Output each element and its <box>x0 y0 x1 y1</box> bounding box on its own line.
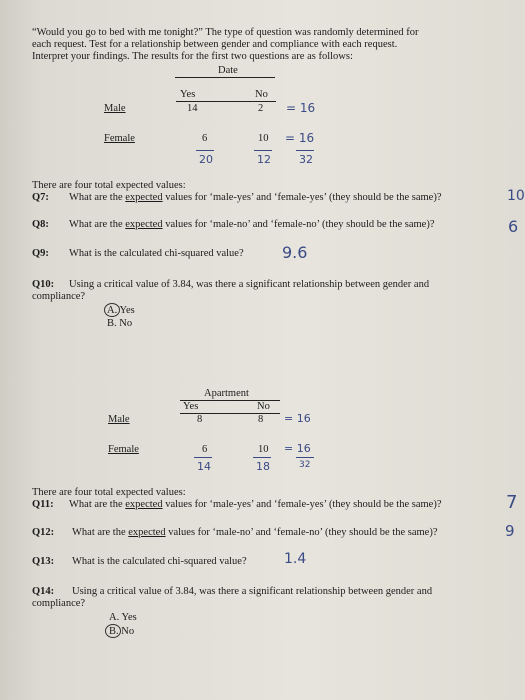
table1-row1-total-hw: = 16 <box>286 101 316 115</box>
table1-row2-total-hw: = 16 <box>285 131 315 145</box>
q12-answer-hw: 9 <box>505 522 515 540</box>
table1-sum-line-total <box>296 150 314 151</box>
intro-line-3: Interpret your findings. The results for the first two questions are as follows: <box>32 51 353 62</box>
table2-total-no-hw: 18 <box>256 460 270 473</box>
q8-text-a: What are the <box>69 219 126 230</box>
q8-question <box>69 219 435 231</box>
section1-lead: There are four total expected values: <box>32 180 186 191</box>
q7-text-expected: expected <box>125 192 163 203</box>
q8-text-c: values for ‘male-no’ and ‘female-no’ (they should be the same)? <box>162 219 435 230</box>
table2-row1-total-hw: = 16 <box>284 412 311 425</box>
q9-question: What is the calculated chi-squared value? <box>69 248 244 259</box>
q8-number: Q8: <box>32 219 49 230</box>
q7-text-a: What are the <box>69 192 126 203</box>
q11-number: Q11: <box>32 499 54 510</box>
q13-answer-hw: 1.4 <box>284 551 307 567</box>
q10-question-line-2: compliance? <box>32 291 86 302</box>
table1-row1-no: 2 <box>258 103 264 114</box>
q10-option-b[interactable]: B. No <box>107 318 133 329</box>
section2-lead: There are four total expected values: <box>32 487 186 498</box>
table2-total-yes-hw: 14 <box>197 460 211 473</box>
table1-sum-line-yes <box>196 150 214 151</box>
table2-row2-no: 10 <box>258 444 269 455</box>
table1-row1-label: Male <box>104 103 126 114</box>
table1-col-yes: Yes <box>180 89 196 100</box>
table2-row2-total-hw: = 16 <box>284 442 311 455</box>
table2-sum-line-no <box>253 457 271 458</box>
q8-text-expected: expected <box>125 219 163 230</box>
table1-row2-no: 10 <box>258 133 269 144</box>
table1-row2-yes: 6 <box>202 133 208 144</box>
q12-question <box>72 527 438 539</box>
table1-sum-line-no <box>254 150 272 151</box>
q9-answer-hw: 9.6 <box>282 243 308 262</box>
q7-text-c: values for ‘male-yes’ and ‘female-yes’ (they should be the same)? <box>162 192 442 203</box>
table2-row2-yes: 6 <box>202 444 208 455</box>
q12-text-expected: expected <box>128 527 166 538</box>
q12-text-a: What are the <box>72 527 129 538</box>
table2-col-no: No <box>257 401 270 412</box>
table2-row2-label: Female <box>108 444 139 455</box>
table2-sum-line-yes <box>194 457 212 458</box>
q10-number: Q10: <box>32 279 55 290</box>
table2-row1-label: Male <box>108 414 130 425</box>
q14-option-b[interactable]: B. No <box>109 626 135 637</box>
intro-line-2: each request. Test for a relationship between gender and compliance with each request. <box>32 39 398 50</box>
table2-col-yes: Yes <box>183 401 199 412</box>
table1-total-hw: 32 <box>299 153 313 166</box>
q11-text-expected: expected <box>125 499 163 510</box>
table1-row1-yes: 14 <box>187 103 198 114</box>
q8-answer-hw: 6 <box>508 217 519 236</box>
q11-question <box>69 499 441 511</box>
table2-title: Apartment <box>204 388 249 399</box>
table1-title: Date <box>218 65 238 76</box>
q13-number: Q13: <box>32 556 55 567</box>
q14-option-a[interactable]: A. Yes <box>109 612 137 623</box>
table2-row1-no: 8 <box>258 414 264 425</box>
q12-text-c: values for ‘male-no’ and ‘female-no’ (they should be the same)? <box>165 527 438 538</box>
q7-answer-hw: 10 <box>507 188 525 204</box>
table2-sum-line-total <box>296 457 314 458</box>
table1-row2-label: Female <box>104 133 135 144</box>
table1-header-rule <box>176 101 276 102</box>
q11-text-c: values for ‘male-yes’ and ‘female-yes’ (they should be the same)? <box>162 499 442 510</box>
table1-total-no-hw: 12 <box>257 153 271 166</box>
q11-answer-hw: 7 <box>506 492 518 513</box>
q7-question <box>69 192 441 204</box>
q13-question: What is the calculated chi-squared value? <box>72 556 247 567</box>
q14-number: Q14: <box>32 586 55 597</box>
q7-number: Q7: <box>32 192 49 203</box>
table1-total-yes-hw: 20 <box>199 153 213 166</box>
table2-row1-yes: 8 <box>197 414 203 425</box>
intro-line-1: “Would you go to bed with me tonight?” The type of question was randomly determined for <box>32 27 419 38</box>
q10-option-a[interactable]: A. Yes <box>107 305 135 316</box>
table2-total-hw: 32 <box>299 460 311 470</box>
table2-header-rule <box>180 413 280 414</box>
q11-text-a: What are the <box>69 499 126 510</box>
q12-number: Q12: <box>32 527 55 538</box>
q10-question-line-1: Using a critical value of 3.84, was there a significant relationship between gender and <box>69 279 430 290</box>
q9-number: Q9: <box>32 248 49 259</box>
table1-title-rule <box>175 77 275 78</box>
q14-question-line-1: Using a critical value of 3.84, was there a significant relationship between gender and <box>72 586 433 597</box>
table1-col-no: No <box>255 89 268 100</box>
q14-question-line-2: compliance? <box>32 598 86 609</box>
